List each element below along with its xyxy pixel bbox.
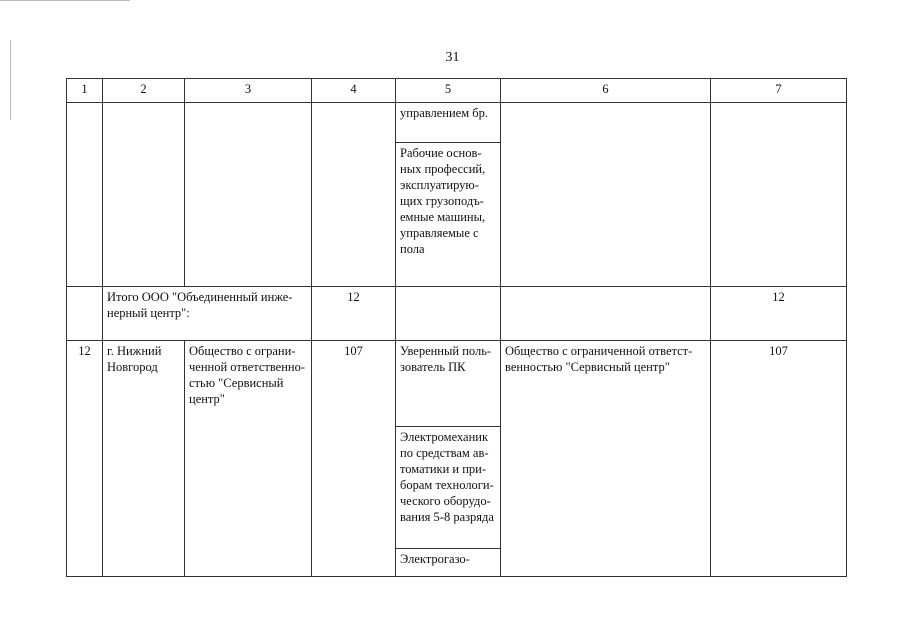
cell-empty	[312, 103, 396, 287]
total-count-col7: 12	[711, 287, 847, 341]
header-col-3: 3	[185, 79, 312, 103]
cell-empty	[67, 287, 103, 341]
cell-empty	[501, 103, 711, 287]
scan-mark-top	[0, 0, 130, 1]
cell-empty	[185, 103, 312, 287]
city-cell: г. Нижний Новгород	[103, 341, 185, 577]
header-col-2: 2	[103, 79, 185, 103]
cell-empty	[67, 103, 103, 287]
total-row	[67, 287, 847, 341]
table-row	[67, 341, 847, 427]
profession-cell: управлением бр.	[396, 103, 501, 143]
row-number: 12	[67, 341, 103, 577]
total-count: 12	[312, 287, 396, 341]
cell-empty	[396, 287, 501, 341]
profession-cell: Рабочие основ-ных профессий, эксплуатирую-щих грузоподъ-емные машины, управляемые с пола	[396, 143, 501, 287]
header-col-1: 1	[67, 79, 103, 103]
cell-empty	[501, 287, 711, 341]
table-container	[66, 78, 846, 578]
profession-cell: Электромеханик по средствам ав-томатики и при-борам технологи-ческого оборудо-вания 5-8 разряда	[396, 427, 501, 549]
organization-cell: Общество с ограни-ченной ответственно-стью "Сервисный центр"	[185, 341, 312, 577]
cell-empty	[103, 103, 185, 287]
count-cell: 107	[312, 341, 396, 577]
provider-cell: Общество с ограниченной ответст-венностью "Сервисный центр"	[501, 341, 711, 577]
profession-cell: Уверенный поль-зователь ПК	[396, 341, 501, 427]
header-col-5: 5	[396, 79, 501, 103]
total-count-cell: 107	[711, 341, 847, 577]
total-label: Итого ООО "Объединенный инже-нерный центр":	[103, 287, 312, 341]
header-row	[67, 79, 847, 103]
scan-mark-left	[10, 40, 11, 120]
table-row	[67, 103, 847, 143]
cell-empty	[711, 103, 847, 287]
header-col-4: 4	[312, 79, 396, 103]
page-number: 31	[445, 50, 460, 65]
document-table	[66, 78, 847, 577]
header-col-7: 7	[711, 79, 847, 103]
profession-cell: Электрогазо-	[396, 549, 501, 577]
header-col-6: 6	[501, 79, 711, 103]
